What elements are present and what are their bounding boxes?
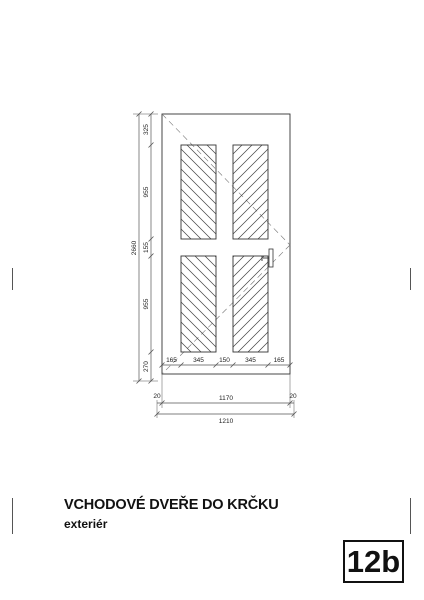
horizontal-segment-label: 345 [245,357,256,364]
hatch-line [175,256,271,352]
horizontal-segment-label: 150 [219,357,230,364]
hatch-line [295,256,391,352]
hatch-line [188,256,284,352]
title-block [64,497,279,531]
horizontal-segment-label: 165 [273,357,285,364]
hatch-line [228,145,322,239]
hatch-line [145,256,241,352]
right-edge-mark [410,268,411,290]
hatch-line [208,145,302,239]
hatch-line [108,145,202,239]
hatch-line [218,145,312,239]
hatch-line [228,256,324,352]
leaf-width-label: 1170 [219,395,233,402]
panel-top-right-hatch [48,145,362,239]
right-edge-mark-lower [410,498,411,534]
hatch-line [238,256,334,352]
hatch-line [277,145,371,239]
hatch-line [138,145,232,239]
vertical-segment-label: 325 [143,124,150,135]
left-edge-mark-lower [12,498,13,534]
left-edge-mark [12,268,13,290]
hatch-line [177,145,271,239]
hatch-line [78,145,172,239]
hatch-line [287,145,381,239]
hatch-line [48,145,142,239]
hatch-line [195,256,291,352]
hatch-line [158,145,252,239]
hatch-line [85,256,181,352]
hatch-line [178,256,274,352]
hatch-line [187,145,281,239]
panel-bottom-right-hatch [48,256,364,352]
hatch-line [198,256,294,352]
hatch-line [285,256,381,352]
hatch-line [115,256,211,352]
hatch-line [257,145,351,239]
hatch-line [118,145,212,239]
hatch-line [147,145,241,239]
hatch-line [168,145,262,239]
hatch-line [87,145,181,239]
hatch-line [138,256,234,352]
hatch-line [157,145,251,239]
hatch-line [158,256,254,352]
hatch-line [88,145,182,239]
overall-height-label: 2660 [131,240,138,256]
hatch-line [237,145,331,239]
hatch-line [117,145,211,239]
hatch-line [165,256,261,352]
horizontal-segment-label: 165 [166,357,177,364]
hatch-line [248,145,342,239]
hatch-line [217,145,311,239]
horizontal-segment-label: 345 [193,357,204,364]
frame-offset-left-label: 20 [153,393,161,400]
hatch-line [215,256,311,352]
hatch-line [127,145,221,239]
hatch-line [88,256,184,352]
hatch-line [205,256,301,352]
hatch-line [238,145,332,239]
hatch-line [258,256,354,352]
vertical-segment-label: 270 [143,361,150,372]
hatch-line [275,256,371,352]
vertical-segment-label: 155 [143,242,150,253]
hatch-line [78,256,174,352]
hatch-line [218,256,314,352]
hatch-line [265,256,361,352]
hatch-line [48,256,144,352]
vertical-segment-label: 955 [143,298,150,310]
hatch-line [307,145,401,239]
hatch-line [105,256,201,352]
hatch-line [178,145,272,239]
hatch-line [155,256,251,352]
panel-top-left-hatch [87,145,401,239]
hatch-line [268,145,362,239]
hatch-line [58,256,154,352]
drawing-subtitle: exteriér [64,517,108,531]
hatch-line [227,145,321,239]
drawing-title: VCHODOVÉ DVEŘE DO KRČKU [64,497,279,513]
hatch-line [107,145,201,239]
hatch-line [125,256,221,352]
vertical-segment-label: 955 [143,186,150,198]
panel-bottom-left-hatch [85,256,401,352]
door-handle [269,249,273,267]
hatch-line [247,145,341,239]
hatch-line [248,256,344,352]
dimension-lines [131,112,297,426]
hatch-line [198,145,292,239]
hatch-line [268,256,364,352]
hatch-line [258,145,352,239]
hatch-line [255,256,351,352]
sheet-number-box: 12b [343,540,404,583]
hatch-line [267,145,361,239]
hatch-line [207,145,301,239]
frame-width-label: 1210 [218,418,234,425]
hatch-line [297,145,391,239]
hatch-line [197,145,291,239]
hatch-line [305,256,401,352]
hatch-line [58,145,152,239]
frame-offset-right-label: 20 [289,393,297,400]
door-elevation [48,114,401,374]
